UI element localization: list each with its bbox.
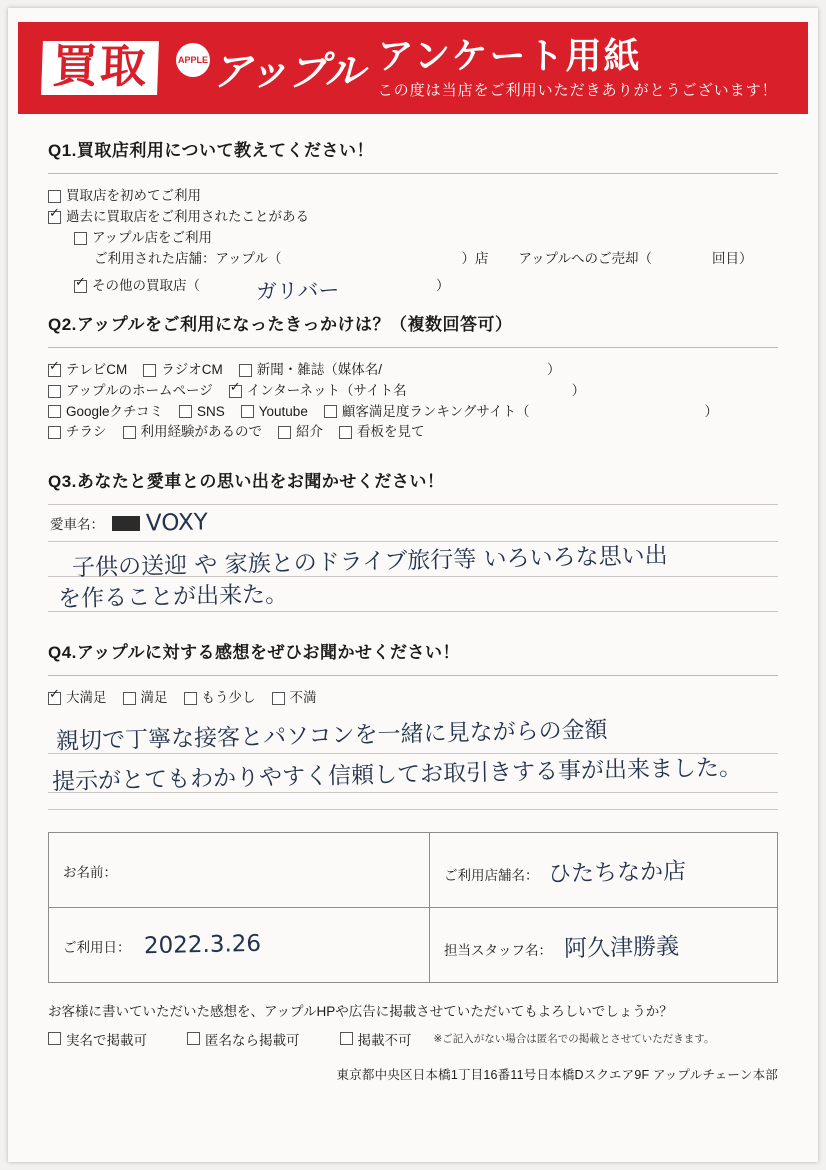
question-2 xyxy=(48,310,778,444)
q3-answer-line-1[interactable] xyxy=(48,542,778,582)
consent-option-0-label: 実名で掲載可 xyxy=(66,1032,147,1048)
section-separator xyxy=(48,809,778,810)
q4-option-0-label: 大満足 xyxy=(66,690,107,706)
date-label: ご利用日： xyxy=(63,940,131,956)
checkbox-q4-a-little-more[interactable] xyxy=(184,692,197,705)
q2-title: Q2.アップルをご利用になったきっかけは？（複数回答可） xyxy=(48,314,513,334)
q4-answer-text-2: 提示がとてもわかりやすく信頼してお取引きする事が出来ました。 xyxy=(51,755,743,796)
q2-row4-option-2: 紹介 xyxy=(296,424,323,440)
q1-sale-label: アップルへのご売却（ xyxy=(518,250,653,266)
consent-question: お客様に書いていただいた感想を、アップルHPや広告に掲載させていただいてもよろしいでしょうか？ xyxy=(48,1004,673,1020)
q3-car-label: 愛車名： xyxy=(50,517,104,533)
q4-answer-line-2[interactable] xyxy=(48,754,778,796)
q3-answer-line-2[interactable] xyxy=(48,577,778,612)
q2-row1-option-2-close: ） xyxy=(547,361,561,377)
q1-option-0[interactable] xyxy=(48,186,778,207)
table-row xyxy=(49,833,778,908)
checkbox-q2-ranking[interactable] xyxy=(324,405,337,418)
question-3 xyxy=(48,467,778,612)
apple-logo-mark: APPLE xyxy=(176,43,210,77)
consent-options[interactable] xyxy=(48,1029,778,1049)
checkbox-consent-real-name[interactable] xyxy=(48,1032,61,1045)
apple-logo xyxy=(176,40,364,97)
q2-row-4[interactable] xyxy=(48,422,778,443)
q2-row2-option-0: アップルのホームページ xyxy=(66,382,213,398)
q2-row-3[interactable] xyxy=(48,402,778,423)
q4-title: Q4.アップルに対する感想をぜひお聞かせください！ xyxy=(48,643,461,663)
checkbox-q2-flyer[interactable] xyxy=(48,426,61,439)
q1-option-1[interactable] xyxy=(48,207,778,228)
q2-row3-option-1: SNS xyxy=(197,403,225,419)
name-label: お名前： xyxy=(63,865,117,881)
checkbox-consent-no-publish[interactable] xyxy=(340,1032,353,1045)
q1-option-3[interactable] xyxy=(74,270,778,304)
q3-car-value: VOXY xyxy=(145,509,209,538)
q2-row-2[interactable] xyxy=(48,381,778,402)
survey-sheet xyxy=(8,8,818,1162)
question-1 xyxy=(48,136,778,304)
table-row xyxy=(49,908,778,983)
q2-row3-option-0: Googleクチコミ xyxy=(66,403,163,419)
redaction-mark xyxy=(112,516,140,531)
q2-row1-option-1: ラジオCM xyxy=(161,361,223,377)
header-subtitle: この度は当店をご利用いただきありがとうございます！ xyxy=(377,82,778,100)
consent-option-1-label: 匿名なら掲載可 xyxy=(205,1032,300,1048)
q3-answer-text-2: を作ることが出来た。 xyxy=(57,581,289,613)
checkbox-q2-homepage[interactable] xyxy=(48,385,61,398)
staff-cell[interactable] xyxy=(430,908,778,983)
q1-option-2[interactable] xyxy=(74,228,778,249)
q2-row4-option-1: 利用経験があるので xyxy=(140,424,262,440)
q1-divider xyxy=(48,173,778,174)
q2-row1-option-2: 新聞・雑誌（媒体名/ xyxy=(256,361,382,377)
checkbox-q2-referral[interactable] xyxy=(278,426,291,439)
header-banner xyxy=(18,22,808,114)
apple-logo-text: アップル xyxy=(212,48,364,95)
company-address: 東京都中央区日本橋1丁目16番11号日本橋Dスクエア9F アップルチェーン本部 xyxy=(336,1067,778,1082)
checkbox-q1-2[interactable] xyxy=(74,232,87,245)
staff-value: 阿久津勝義 xyxy=(563,933,680,962)
survey-body xyxy=(8,114,818,796)
date-cell[interactable] xyxy=(49,908,430,983)
q2-row1-option-0: テレビCM xyxy=(66,361,128,377)
q1-option-3-label: その他の買取店（ xyxy=(92,278,200,294)
checkbox-q2-signboard[interactable] xyxy=(339,426,352,439)
q2-row2-option-1-close: ） xyxy=(571,382,586,398)
q3-car-name-row[interactable] xyxy=(48,504,778,542)
q4-options[interactable] xyxy=(48,688,778,709)
q2-row4-option-3: 看板を見て xyxy=(357,424,425,440)
q1-shop-close: ）店 xyxy=(461,250,489,266)
name-cell[interactable] xyxy=(49,833,430,908)
checkbox-q4-very-satisfied[interactable] xyxy=(48,692,61,705)
q2-row3-option-3-close: ） xyxy=(704,403,718,419)
checkbox-q2-google[interactable] xyxy=(48,405,61,418)
kaitori-badge: 買取 xyxy=(41,41,159,95)
consent-note: ※ご記入がない場合は匿名での掲載とさせていただきます。 xyxy=(433,1033,715,1046)
shop-label: ご利用店舗名： xyxy=(444,867,539,883)
shop-value: ひたちなか店 xyxy=(548,858,687,888)
q1-shop-label: ご利用された店舗：アップル（ xyxy=(94,250,282,266)
checkbox-q1-1[interactable] xyxy=(48,211,61,224)
header-text-block xyxy=(378,36,778,101)
checkbox-q4-satisfied[interactable] xyxy=(123,692,136,705)
checkbox-q1-3[interactable] xyxy=(74,280,87,293)
checkbox-q2-sns[interactable] xyxy=(179,405,192,418)
consent-option-2-label: 掲載不可 xyxy=(357,1032,412,1048)
checkbox-q4-dissatisfied[interactable] xyxy=(272,692,285,705)
q1-option-3-close: ） xyxy=(436,278,450,294)
date-value: 2022.3.26 xyxy=(144,931,262,960)
q4-answer-text-1: 親切で丁寧な接客とパソコンを一緒に見ながらの金額 xyxy=(55,717,608,756)
q1-option-0-label: 買取店を初めてご利用 xyxy=(66,188,201,203)
question-4 xyxy=(48,638,778,796)
checkbox-q2-radiocm[interactable] xyxy=(143,364,156,377)
q3-title: Q3.あなたと愛車との思い出をお聞かせください！ xyxy=(48,472,445,492)
q1-option-2-label: アップル店をご利用 xyxy=(92,229,213,245)
q1-sale-close: 回目） xyxy=(712,250,753,266)
staff-label: 担当スタッフ名： xyxy=(444,942,552,958)
q2-row3-option-2: Youtube xyxy=(258,403,308,419)
checkbox-consent-anonymous[interactable] xyxy=(187,1032,200,1045)
q2-row3-option-3: 顧客満足度ランキングサイト（ xyxy=(341,403,530,419)
q4-option-1-label: 満足 xyxy=(140,690,168,706)
q4-answer-line-1[interactable] xyxy=(48,715,778,754)
checkbox-q2-tvcm[interactable] xyxy=(48,364,61,377)
checkbox-q2-youtube[interactable] xyxy=(241,405,254,418)
q4-divider xyxy=(48,675,778,676)
checkbox-q1-0[interactable] xyxy=(48,190,61,203)
q1-option-1-label: 過去に買取店をご利用されたことがある xyxy=(66,208,309,224)
header-title: アンケート用紙 xyxy=(377,34,642,76)
q2-row2-option-1: インターネット（サイト名 xyxy=(246,382,407,398)
q2-divider xyxy=(48,347,778,348)
checkbox-q2-news[interactable] xyxy=(239,364,252,377)
customer-info-table xyxy=(48,832,778,983)
checkbox-q2-internet[interactable] xyxy=(229,385,242,398)
q3-answer-text-1: 子供の送迎 や 家族とのドライブ旅行等 いろいろな思い出 xyxy=(71,543,668,582)
q4-option-2-label: もう少し xyxy=(201,690,256,706)
checkbox-q2-experience[interactable] xyxy=(123,426,136,439)
q1-shop-line[interactable] xyxy=(94,249,778,270)
q2-row-1[interactable] xyxy=(48,360,778,381)
q2-row4-option-0: チラシ xyxy=(66,424,107,440)
shop-cell[interactable] xyxy=(430,833,778,908)
q1-other-handwritten: ガリバー xyxy=(255,277,340,304)
q1-title: Q1.買取店利用について教えてください！ xyxy=(48,141,375,160)
q4-option-3-label: 不満 xyxy=(289,690,317,706)
